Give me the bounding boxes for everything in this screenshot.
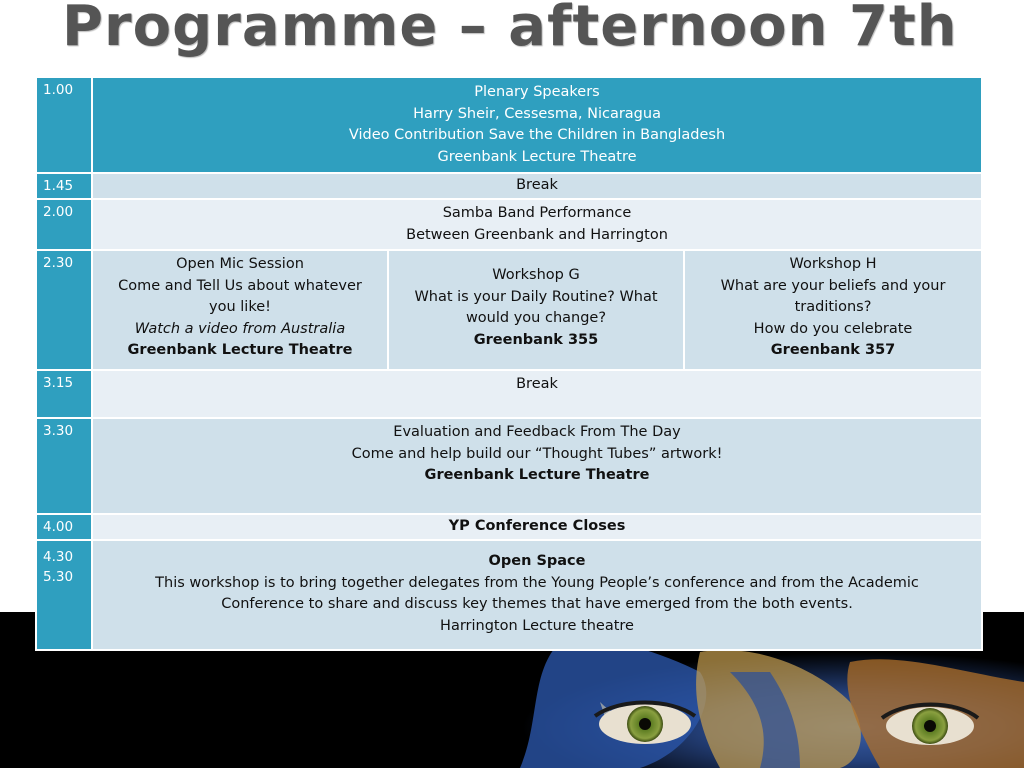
cell-line: Open Mic Session	[176, 256, 304, 272]
cell-line: Greenbank Lecture Theatre	[437, 148, 637, 165]
time-cell: 4.00	[36, 514, 92, 540]
cell-line: What are your beliefs and your	[720, 277, 946, 294]
table-row	[36, 540, 982, 650]
cell-line: This workshop is to bring together delegates from the Young People’s conference and from the Academic	[155, 574, 919, 591]
time-cell	[36, 540, 92, 650]
cell-line: Break	[516, 376, 558, 392]
cell-line: would you change?	[465, 310, 607, 326]
cell-line: Harrington Lecture theatre	[440, 617, 634, 634]
samba-band-cell	[92, 199, 982, 250]
cell-line: Harry Sheir, Cessesma, Nicaragua	[413, 105, 661, 122]
time-cell: 1.45	[36, 173, 92, 199]
break-cell	[92, 173, 982, 199]
cell-line: Break	[516, 177, 558, 193]
workshop-h-cell	[684, 250, 982, 370]
evaluation-feedback-cell	[92, 418, 982, 514]
programme-table	[35, 76, 983, 651]
slide-title: Programme – afternoon 7th	[62, 0, 958, 59]
open-space-cell	[92, 540, 982, 650]
time-cell: 2.00	[36, 199, 92, 250]
cell-line: Conference to share and discuss key themes that have emerged from the both events.	[221, 596, 853, 612]
open-mic-session-cell	[92, 250, 388, 370]
table-row	[36, 77, 982, 173]
cell-line: Workshop G	[492, 267, 580, 283]
workshop-g-cell	[388, 250, 684, 370]
time-cell: 3.30	[36, 418, 92, 514]
time-cell: 3.15	[36, 370, 92, 418]
table-row	[36, 418, 982, 514]
conference-closes-cell	[92, 514, 982, 540]
cell-line: Video Contribution Save the Children in Bangladesh	[348, 127, 726, 143]
cell-line: Watch a video from Australia	[134, 320, 346, 337]
cell-line: Greenbank Lecture Theatre	[127, 342, 353, 358]
cell-line: Greenbank 355	[473, 331, 599, 348]
cell-line: Plenary Speakers	[474, 84, 600, 100]
cell-line: What is your Daily Routine? What	[414, 288, 658, 305]
cell-line: you like!	[209, 299, 271, 315]
cell-line: Greenbank 357	[770, 342, 896, 358]
cell-line: Evaluation and Feedback From The Day	[393, 424, 681, 440]
cell-line: Come and help build our “Thought Tubes” artwork!	[351, 445, 723, 462]
cell-line: YP Conference Closes	[448, 518, 626, 534]
cell-line: Open Space	[488, 553, 586, 569]
cell-line: Samba Band Performance	[442, 205, 632, 221]
plenary-speakers-cell	[92, 77, 982, 173]
time-start: 4.30	[43, 549, 74, 565]
table-row	[36, 250, 982, 370]
time-end: 5.30	[43, 569, 74, 585]
table-row	[36, 173, 982, 199]
table-row	[36, 370, 982, 418]
cell-line: How do you celebrate	[753, 320, 913, 337]
cell-line: Between Greenbank and Harrington	[406, 226, 668, 243]
cell-line: Come and Tell Us about whatever	[118, 277, 362, 294]
cell-line: Greenbank Lecture Theatre	[424, 467, 650, 483]
cell-line: traditions?	[794, 299, 872, 315]
table-row	[36, 199, 982, 250]
break-cell	[92, 370, 982, 418]
time-cell: 2.30	[36, 250, 92, 370]
cell-line: Workshop H	[789, 256, 877, 272]
table-row	[36, 514, 982, 540]
time-cell: 1.00	[36, 77, 92, 173]
